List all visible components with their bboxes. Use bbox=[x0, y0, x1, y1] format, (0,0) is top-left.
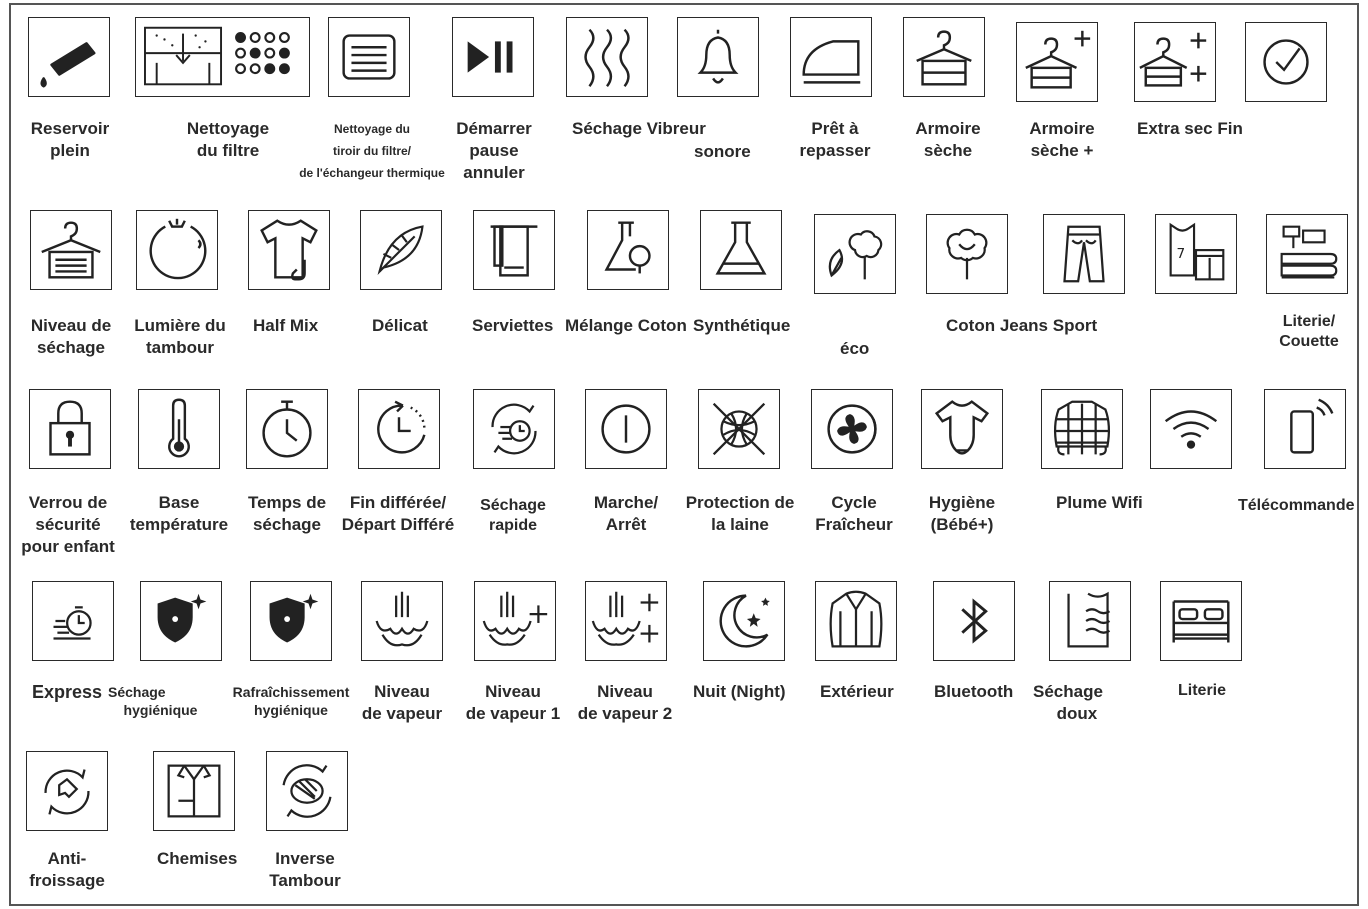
label-armoire-seche: Armoire sèche bbox=[915, 119, 981, 160]
sport-shirt-shorts-icon bbox=[1155, 214, 1237, 294]
remote-icon bbox=[1264, 389, 1346, 469]
label-protection-laine: Protection de la laine bbox=[685, 493, 795, 534]
yarn-ball-icon bbox=[698, 389, 780, 469]
thermometer-icon bbox=[138, 389, 220, 469]
label-hygiene-bebe: Hygiène (Bébé+) bbox=[928, 493, 996, 534]
label-sechage-vibreur: Séchage Vibreur bbox=[572, 119, 706, 138]
label-demarrer: Démarrer pause annuler bbox=[456, 119, 532, 182]
flask-icon bbox=[700, 210, 782, 290]
play-pause-icon bbox=[452, 17, 534, 97]
label-delicat: Délicat bbox=[372, 316, 428, 335]
filter-clean-icon bbox=[135, 17, 310, 97]
hanger-plus-plus-icon bbox=[1134, 22, 1216, 102]
label-half-mix: Half Mix bbox=[253, 316, 319, 335]
label-verrou: Verrou de sécurité pour enfant bbox=[21, 493, 115, 556]
shield-sparkle-refresh-icon bbox=[250, 581, 332, 661]
baby-bodysuit-icon bbox=[921, 389, 1003, 469]
label-nuit: Nuit (Night) bbox=[693, 682, 786, 701]
label-extra-sec-fin: Extra sec Fin bbox=[1137, 119, 1243, 138]
cotton-flower-icon bbox=[926, 214, 1008, 294]
label-chemises: Chemises bbox=[157, 849, 238, 868]
shirt-folded-icon bbox=[153, 751, 235, 831]
label-sechage-doux: Séchage doux bbox=[1033, 682, 1103, 723]
label-niveau-sechage: Niveau de séchage bbox=[30, 316, 112, 357]
padlock-icon bbox=[29, 389, 111, 469]
label-express: Express bbox=[32, 682, 103, 702]
iron-icon bbox=[790, 17, 872, 97]
hanger-plus-icon bbox=[1016, 22, 1098, 102]
label-rafraichissement: Rafraîchissement hygiénique bbox=[232, 684, 350, 718]
label-temps-sechage: Temps de séchage bbox=[247, 493, 327, 534]
label-literie: Literie bbox=[1178, 682, 1227, 699]
eco-leaf-cotton-icon bbox=[814, 214, 896, 294]
shield-sparkle-icon bbox=[140, 581, 222, 661]
label-niveau-vapeur: Niveau de vapeur bbox=[361, 682, 443, 723]
label-marche-arret: Marche/ Arrêt bbox=[593, 493, 659, 534]
bell-icon bbox=[677, 17, 759, 97]
wifi-icon bbox=[1150, 389, 1232, 469]
hanger-dry-level-icon bbox=[30, 210, 112, 290]
label-anti-froissage: Anti- froissage bbox=[29, 849, 105, 890]
jeans-icon bbox=[1043, 214, 1125, 294]
steam-plus-icon bbox=[474, 581, 556, 661]
label-cycle-fraicheur: Cycle Fraîcheur bbox=[815, 493, 893, 534]
label-base-temperature: Base température bbox=[129, 493, 229, 534]
label-coton-jeans-sport: Coton Jeans Sport bbox=[946, 316, 1098, 335]
bluetooth-icon bbox=[933, 581, 1015, 661]
label-fin-differee: Fin différée/ Départ Différé bbox=[341, 493, 455, 534]
label-sonore: sonore bbox=[694, 142, 751, 161]
label-exterieur: Extérieur bbox=[820, 682, 894, 701]
stopwatch-icon bbox=[246, 389, 328, 469]
moon-star-icon bbox=[703, 581, 785, 661]
power-icon bbox=[585, 389, 667, 469]
label-lumiere-tambour: Lumière du tambour bbox=[134, 316, 226, 357]
label-niveau-vapeur-1: Niveau de vapeur 1 bbox=[465, 682, 561, 723]
label-telecommande: Télécommande bbox=[1238, 497, 1355, 514]
down-jacket-icon bbox=[1041, 389, 1123, 469]
jacket-icon bbox=[815, 581, 897, 661]
bed-icon bbox=[1160, 581, 1242, 661]
filter-drawer-icon bbox=[328, 17, 410, 97]
feather-icon bbox=[360, 210, 442, 290]
label-eco: éco bbox=[840, 339, 870, 358]
label-inverse-tambour: Inverse Tambour bbox=[269, 849, 341, 890]
label-plume-wifi: Plume Wifi bbox=[1056, 493, 1143, 512]
tshirt-sock-icon bbox=[248, 210, 330, 290]
soft-dry-icon bbox=[1049, 581, 1131, 661]
label-armoire-seche-plus: Armoire sèche + bbox=[1029, 119, 1095, 160]
label-literie-couette: Literie/ Couette bbox=[1279, 313, 1339, 350]
reverse-drum-icon bbox=[266, 751, 348, 831]
label-melange-coton: Mélange Coton bbox=[565, 316, 687, 335]
flask-cotton-icon bbox=[587, 210, 669, 290]
bedding-duvet-icon bbox=[1266, 214, 1348, 294]
express-timer-icon bbox=[32, 581, 114, 661]
label-sechage-hygienique: Séchage hygiénique bbox=[108, 684, 198, 718]
quick-dry-icon bbox=[473, 389, 555, 469]
towel-icon bbox=[473, 210, 555, 290]
drum-light-icon bbox=[136, 210, 218, 290]
steam-icon bbox=[361, 581, 443, 661]
anti-crease-icon bbox=[26, 751, 108, 831]
label-serviettes: Serviettes bbox=[472, 316, 554, 335]
hanger-icon bbox=[903, 17, 985, 97]
label-nettoyage-tiroir: Nettoyage du tiroir du filtre/ de l'échangeur thermique bbox=[299, 122, 445, 180]
svg-text:7: 7 bbox=[1176, 245, 1186, 262]
label-reservoir-plein: Reservoir plein bbox=[30, 119, 110, 160]
label-sechage-rapide: Séchage rapide bbox=[480, 497, 546, 534]
label-bluetooth: Bluetooth bbox=[934, 682, 1014, 701]
steam-plus-plus-icon bbox=[585, 581, 667, 661]
checkmark-icon bbox=[1245, 22, 1327, 102]
reservoir-icon bbox=[28, 17, 110, 97]
label-nettoyage-filtre: Nettoyage du filtre bbox=[186, 119, 270, 160]
label-synthetique: Synthétique bbox=[693, 316, 791, 335]
label-pret-repasser: Prêt à repasser bbox=[799, 119, 871, 160]
delay-clock-icon bbox=[358, 389, 440, 469]
heat-waves-icon bbox=[566, 17, 648, 97]
label-niveau-vapeur-2: Niveau de vapeur 2 bbox=[577, 682, 673, 723]
fan-cycle-icon bbox=[811, 389, 893, 469]
